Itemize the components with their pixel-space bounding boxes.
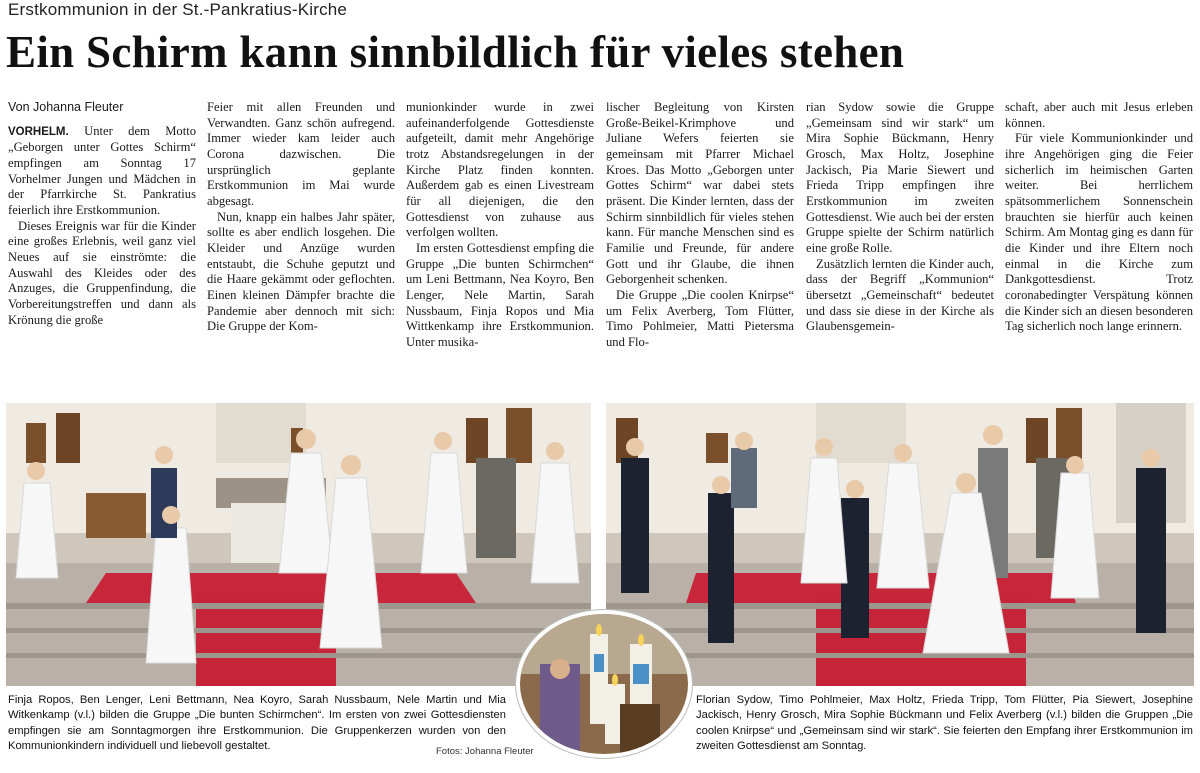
inset-photo-candles (516, 610, 692, 758)
text-column-5 (806, 100, 994, 335)
photo-group-bunte-schirmchen (6, 403, 591, 686)
photo-credit: Fotos: Johanna Fleuter (436, 746, 534, 757)
column-1-paragraph-1: VORHELM. Unter dem Motto „Geborgen unter Gottes Schirm“ empfingen am Sonntag 17 Vorhelmer Jungen und Mädchen in der Pfarrkirche St. Pankratius feierlich ihre Erstkommunion. (8, 123, 196, 217)
caption-right: Florian Sydow, Timo Pohlmeier, Max Holtz, Frieda Tripp, Tom Flütter, Pia Siewert, Josephine Jackisch, Henry Grosch, Mira Sophie Bückmann und Felix Averberg (v.l.) bilden die Gruppen „Die coolen Knirpse“ und „Gemeinsam sind wir stark“. Sie feierten den Empfang ihrer Erstkommunion im zweiten Gottesdienst am Sonntag. (696, 694, 1193, 752)
photo-group-coole-knirpse (606, 403, 1194, 686)
column-5-paragraph-2: Zusätzlich lernten die Kinder auch, dass der Begriff „Kommunion“ übersetzt „Gemeinschaft“ bedeutet und dass sie diese in der Kirche als Glaubensgemein- (806, 256, 994, 334)
column-3-paragraph-1: munionkinder wurde in zwei aufeinanderfolgende Gottesdienste aufgeteilt, damit mehr Angehörige trotz Abstandsregelungen in der Kirche Platz finden konnten. Außerdem gab es einen Livestream für all diejenigen, die den Gottesdienst von zuhause aus verfolgen wollten. (406, 100, 594, 240)
text-column-3 (406, 100, 594, 351)
article-dateline: VORHELM. (8, 125, 69, 138)
column-5-paragraph-1: rian Sydow sowie die Gruppe „Gemeinsam sind wir stark“ um Mira Sophie Bückmann, Henry Grosch, Max Holtz, Josephine Jackisch, Pia Marie Siewert und Frieda Tripp empfingen ihre Erstkommunion im zweiten Gottesdienst. Wie auch bei der ersten Gruppe spielte der Schirm natürlich eine große Rolle. (806, 100, 994, 255)
column-2-paragraph-2: Nun, knapp ein halbes Jahr später, sollte es aber endlich losgehen. Die Kleider und Anzüge wurden entstaubt, die Schuhe geputzt und die Haare gekämmt oder geflochten. Einen kleinen Dämpfer brachte die Pandemie aber dennoch mit sich: Die Gruppe der Kom- (207, 209, 395, 334)
text-column-2 (207, 100, 395, 335)
article-headline: Ein Schirm kann sinnbildlich für vieles stehen (6, 27, 905, 77)
column-4-paragraph-2: Die Gruppe „Die coolen Knirpse“ um Felix Averberg, Tom Flütter, Timo Pohlmeier, Matti Pietersma und Flo- (606, 287, 794, 349)
article-byline: Von Johanna Fleuter (8, 100, 124, 114)
column-6-paragraph-1: schaft, aber auch mit Jesus erleben können. (1005, 100, 1193, 130)
column-2-paragraph-1: Feier mit allen Freunden und Verwandten. Ganz schön aufregend. Immer wieder kam leider auch Corona dazwischen. Die ursprünglich geplante Erstkommunion im Mai wurde abgesagt. (207, 100, 395, 208)
text-column-1 (8, 100, 196, 328)
text-column-6 (1005, 100, 1193, 335)
article-kicker: Erstkommunion in der St.-Pankratius-Kirche (8, 0, 348, 19)
text-column-4 (606, 100, 794, 351)
caption-left: Finja Ropos, Ben Lenger, Leni Bettmann, Nea Koyro, Sarah Nussbaum, Nele Martin und Mia Witkenkamp (v.l.) bilden die Gruppe „Die bunten Schirmchen“. Im ersten von zwei Gottesdiensten empfingen sie am Sonntagmorgen ihre Erstkommunion. Die Gruppenkerzen wurden von den Kommunionkindern individuell und liebevoll gestaltet. (8, 694, 506, 752)
column-4-paragraph-1: lischer Begleitung von Kirsten Große-Beikel-Krimphove und Juliane Wefers feierten sie gemeinsam mit Pfarrer Michael Kroes. Das Motto „Geborgen unter Gottes Schirm“ war dabei stets präsent. Die Kinder lernten, dass der Schirm sinnbildlich für vieles stehen kann. Für manche Menschen sind es Familie und Freunde, für andere Gott und ihr Glaube, die ihnen Geborgenheit schenken. (606, 100, 794, 287)
column-1-paragraph-2: Dieses Ereignis war für die Kinder eine großes Erlebnis, weil ganz viel Neues auf sie einströmte: die Auswahl des Kleides oder des Anzuges, die Gruppenfindung, die Vorbereitungstreffen und dann als Krönung die große (8, 218, 196, 327)
column-6-paragraph-2: Für viele Kommunionkinder und ihre Angehörigen ging die Feier sicherlich im heimischen Garten weiter. Bei herrlichem spätsommerlichem Sonnenschein brauchten sie hierfür auch keinen Schirm. Am Montag ging es dann für die Kinder und ihre Eltern noch einmal in die Kirche zum Dankgottesdienst. Trotz coronabedingter Verspätung können die Kinder sich an diesen besonderen Tag sicherlich noch lange erinnern. (1005, 131, 1193, 334)
column-3-paragraph-2: Im ersten Gottesdienst empfing die Gruppe „Die bunten Schirmchen“ um Leni Bettmann, Nea Koyro, Ben Lenger, Nele Martin, Sarah Nussbaum, Finja Ropos und Mia Wittkenkamp ihre Erstkommunion. Unter musika- (406, 240, 594, 349)
